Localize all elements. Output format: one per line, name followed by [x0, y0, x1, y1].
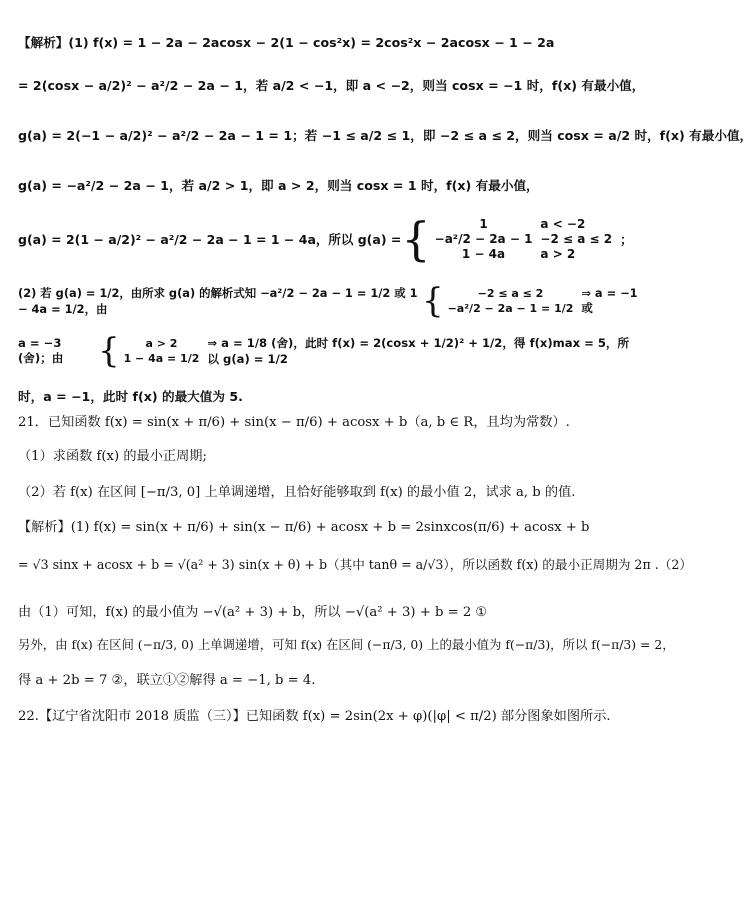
- piecewise-table: [435, 217, 620, 262]
- piecewise-expr: 1: [479, 216, 488, 231]
- system-row: −a²/2 − 2a − 1 = 1/2: [447, 302, 574, 315]
- left-brace-icon: {: [421, 281, 444, 321]
- solution20-line8: 时，a = −1，此时 f(x) 的最大值为 5.: [18, 389, 243, 404]
- system-table: [448, 286, 582, 316]
- solution20-line7-suffix: ⇒ a = 1/8 (舍)，此时 f(x) = 2(cosx + 1/2)² + 1/2，得 f(x)max = 5，所以 g(a) = 1/2: [207, 336, 630, 366]
- solution21-line3: 由（1）可知，f(x) 的最小值为 −√(a² + 3) + b，所以 −√(a² + 3) + b = 2 ①: [18, 605, 488, 620]
- solution20-line1: 【解析】(1) f(x) = 1 − 2a − 2acosx − 2(1 − cos²x) = 2cos²x − 2acosx − 1 − 2a: [18, 35, 555, 50]
- solution20-line6-prefix: (2) 若 g(a) = 1/2，由所求 g(a) 的解析式知 −a²/2 − 2a − 1 = 1/2 或 1 − 4a = 1/2，由: [18, 286, 418, 316]
- piecewise-row: [435, 232, 620, 247]
- left-brace-icon: {: [97, 331, 120, 371]
- piecewise-cond: a > 2: [540, 246, 576, 261]
- solution20-line3: g(a) = 2(−1 − a/2)² − a²/2 − 2a − 1 = 1；若 −1 ≤ a/2 ≤ 1，即 −2 ≤ a ≤ 2，则当 cosx = a/2 时，f(x) 有最小值，: [18, 128, 752, 143]
- solution20-line5: [18, 212, 633, 266]
- system-row: a > 2: [145, 337, 178, 350]
- problem21-part2: （2）若 f(x) 在区间 [−π/3, 0] 上单调递增，且恰好能够取到 f(x) 的最小值 2，试求 a, b 的值.: [18, 485, 576, 500]
- solution20-line7-prefix: a = −3 (舍)；由: [18, 336, 64, 365]
- piecewise-expr: −a²/2 − 2a − 1: [434, 231, 533, 246]
- problem21-stem: 21．已知函数 f(x) = sin(x + π/6) + sin(x − π/6) + acosx + b（a, b ∈ R，且均为常数）.: [18, 415, 570, 430]
- solution20-line6-suffix: ⇒ a = −1 或: [581, 286, 638, 315]
- piecewise-cond: a < −2: [540, 216, 586, 231]
- solution21-line1: 【解析】(1) f(x) = sin(x + π/6) + sin(x − π/6) + acosx + b = 2sinxcos(π/6) + acosx + b: [18, 520, 590, 535]
- solution20-line2: = 2(cosx − a/2)² − a²/2 − 2a − 1，若 a/2 < −1，即 a < −2，则当 cosx = −1 时，f(x) 有最小值，: [18, 78, 645, 93]
- piecewise-expr: 1 − 4a: [461, 246, 506, 261]
- problem21-part1: （1）求函数 f(x) 的最小正周期;: [18, 449, 207, 464]
- solution20-line6: [18, 281, 640, 321]
- system-row: 1 − 4a = 1/2: [123, 352, 200, 365]
- solution21-line5: 得 a + 2b = 7 ②，联立①②解得 a = −1, b = 4.: [18, 673, 316, 688]
- solution20-line7: [18, 331, 640, 371]
- solution20-line4: g(a) = −a²/2 − 2a − 1，若 a/2 > 1，即 a > 2，则当 cosx = 1 时，f(x) 有最小值，: [18, 178, 539, 193]
- piecewise-row: [435, 217, 620, 232]
- system-row: −2 ≤ a ≤ 2: [477, 287, 544, 300]
- left-brace-icon: {: [401, 212, 431, 266]
- system-table: [124, 336, 208, 366]
- piecewise-row: [435, 247, 620, 262]
- solution20-line5-suffix: ；: [620, 232, 633, 247]
- solution20-line5-prefix: g(a) = 2(1 − a/2)² − a²/2 − 2a − 1 = 1 − 4a，所以 g(a) =: [18, 232, 402, 247]
- solution21-line2: = √3 sinx + acosx + b = √(a² + 3) sin(x + θ) + b（其中 tanθ = a/√3），所以函数 f(x) 的最小正周期为 2π .（2）: [18, 557, 692, 572]
- solution21-line4: 另外，由 f(x) 在区间 (−π/3, 0) 上单调递增，可知 f(x) 在区间 (−π/3, 0) 上的最小值为 f(−π/3)，所以 f(−π/3) = 2，: [18, 637, 675, 652]
- piecewise-cond: −2 ≤ a ≤ 2: [540, 231, 613, 246]
- problem22-stem: 22.【辽宁省沈阳市 2018 质监（三）】已知函数 f(x) = 2sin(2x + φ)(|φ| < π/2) 部分图象如图所示.: [18, 709, 611, 724]
